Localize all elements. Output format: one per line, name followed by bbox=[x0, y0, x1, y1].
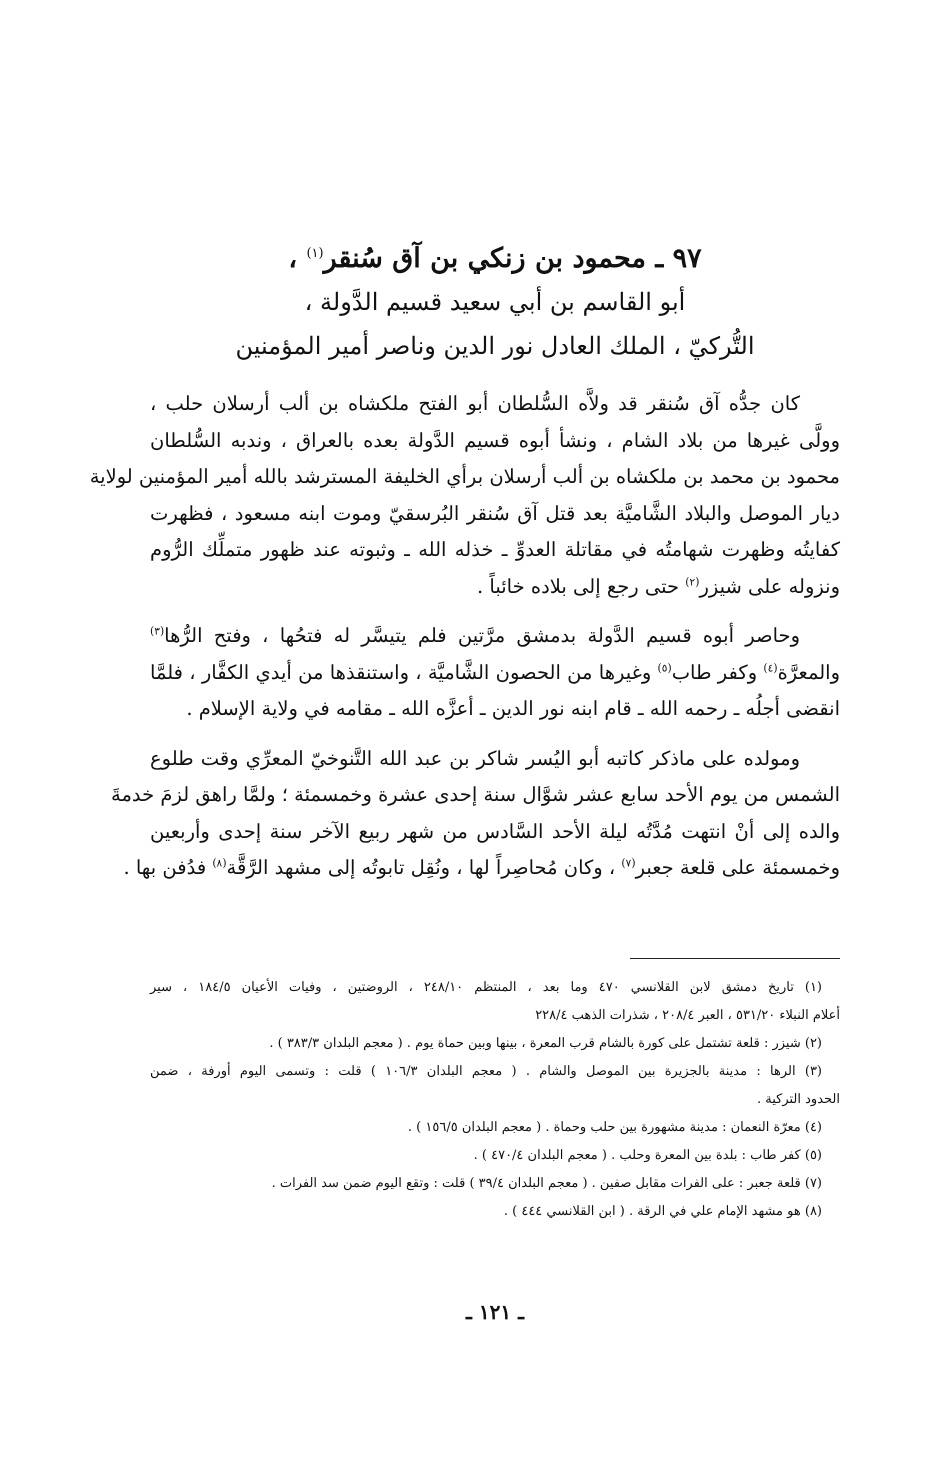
footnote-3-cont: الحدود التركية . bbox=[756, 1092, 840, 1107]
footnotes bbox=[150, 974, 840, 1226]
text-line: كفايتُه وظهرت شهامتُه في مقاتلة العدوِّ ـ خذله الله ـ وثبوته عند ظهور متملِّك الرُّوم bbox=[150, 538, 840, 561]
text-line: والده إلى أنْ انتهت مُدَّتُه ليلة الأحد السَّادس من شهر ربيع الآخر سنة إحدى وأربعين bbox=[150, 819, 840, 843]
text-line: وخمسمئة على قلعة جعبر$^{(٧)}$ ، وكان مُحاصِراً لها ، ونُقِل تابوتُه إلى مشهد الرَّقَّة$^{(٨)}$ فدُفن بها . bbox=[123, 856, 840, 879]
footnote-8: (٨) هو مشهد الإمام علي في الرقة . ( ابن القلانسي ٤٤٤ ) . bbox=[503, 1204, 822, 1219]
page-number: ـ ١٢١ ـ bbox=[466, 1300, 524, 1324]
text-line: محمود بن محمد بن ملكشاه بن ألب أرسلان برأي الخليفة المسترشد بالله أمير المؤمنين لولاية bbox=[89, 465, 840, 488]
entry-body bbox=[89, 386, 840, 887]
text-line: ومولده على ماذكر كاتبه أبو اليُسر شاكر بن عبد الله التَّنوخيّ المعرِّي وقت طلوع bbox=[150, 746, 800, 770]
footnote-separator bbox=[630, 958, 840, 959]
footnote-marker-7: (٧) bbox=[621, 856, 636, 870]
footnote-marker-4: (٤) bbox=[763, 661, 778, 674]
text-line: انقضى أجلُه ـ رحمه الله ـ قام ابنه نور الدين ـ أعزَّه الله ـ مقامه في ولاية الإسلام . bbox=[186, 697, 840, 720]
entry-title: ٩٧ ـ محمود بن زنكي بن آق سُنقر$^{(١)}$ ، bbox=[288, 243, 702, 274]
footnote-5: (٥) كفر طاب : بلدة بين المعرة وحلب . ( معجم البلدان ٤٧٠/٤ ) . bbox=[473, 1148, 822, 1163]
book-page bbox=[89, 0, 840, 1475]
text-line: والمعرَّة$^{(٤)}$ وكفر طاب$^{(٥)}$ وغيرها من الحصون الشَّاميَّة ، واستنقذها من أيدي الكفَّار ، فلمَّا bbox=[150, 660, 840, 684]
text-line: ونزوله على شيزر$^{(٢)}$ حتى رجع إلى بلاده خائباً . bbox=[477, 574, 840, 598]
footnote-1-cont: أعلام النبلاء ٥٣١/٢٠ ، العبر ٢٠٨/٤ ، شذرات الذهب ٢٢٨/٤ bbox=[535, 1008, 840, 1023]
entry-number: ٩٧ bbox=[672, 243, 702, 274]
entry-header bbox=[150, 238, 840, 368]
text-line: الشمس من يوم الأحد سابع عشر شوَّال سنة إحدى عشرة وخمسمئة ؛ ولمَّا راهق لزمَ خدمةَ bbox=[111, 783, 840, 806]
entry-name-end: ، bbox=[288, 243, 298, 274]
footnote-4: (٤) معرّة النعمان : مدينة مشهورة بين حلب وحماة . ( معجم البلدان ١٥٦/٥ ) . bbox=[407, 1120, 822, 1135]
paragraph-1 bbox=[89, 386, 840, 605]
footnote-7: (٧) قلعة جعبر : على الفرات مقابل صفين . ( معجم البلدان ٣٩/٤ ) قلت : وتقع اليوم ضمن سد الفرات . bbox=[271, 1176, 822, 1191]
footnote-marker-2: (٢) bbox=[685, 575, 700, 588]
footnote-marker-3: (٣) bbox=[150, 624, 165, 638]
footnote-marker-5: (٥) bbox=[657, 661, 672, 674]
text-line: وولَّى غيرها من بلاد الشام ، ونشأ أبوه قسيم الدَّولة بعده بالعراق ، وندبه السُّلطان bbox=[150, 428, 840, 452]
entry-name: محمود بن زنكي بن آق سُنقر bbox=[323, 243, 646, 274]
paragraph-2 bbox=[150, 618, 840, 728]
text-line: كان جدُّه آق سُنقر قد ولاَّه السُّلطان أبو الفتح ملكشاه بن ألب أرسلان حلب ، bbox=[150, 392, 800, 415]
footnote-marker-1: (١) bbox=[306, 246, 324, 261]
entry-subtitle-2: التُّركيّ ، الملك العادل نور الدين وناصر أمير المؤمنين bbox=[235, 332, 755, 360]
footnote-2: (٢) شيزر : قلعة تشتمل على كورة بالشام قرب المعرة ، بينها وبين حماة يوم . ( معجم البلدان ٣٨٣/٣ ) . bbox=[269, 1036, 822, 1051]
footnote-1: (١) تاريخ دمشق لابن القلانسي ٤٧٠ وما بعد ، المنتظم ٢٤٨/١٠ ، الروضتين ، وفيات الأعيان ١٨٤/٥ ، سير bbox=[150, 980, 822, 995]
text-line: وحاصر أبوه قسيم الدَّولة بدمشق مرَّتين فلم يتيسَّر له فتحُها ، وفتح الرُّها$^{(٣)}$ bbox=[150, 624, 800, 647]
paragraph-3 bbox=[111, 741, 840, 887]
footnote-3: (٣) الرها : مدينة بالجزيرة بين الموصل والشام . ( معجم البلدان ١٠٦/٣ ) قلت : وتسمى اليوم أورفة ، ضمن bbox=[150, 1064, 822, 1079]
footnote-marker-8: (٨) bbox=[212, 856, 227, 870]
entry-subtitle-1: أبو القاسم بن أبي سعيد قسيم الدَّولة ، bbox=[304, 288, 686, 316]
text-line: ديار الموصل والبلاد الشَّاميَّة بعد قتل آق سُنقر البُرسقيّ وموت ابنه مسعود ، فظهرت bbox=[150, 501, 840, 525]
